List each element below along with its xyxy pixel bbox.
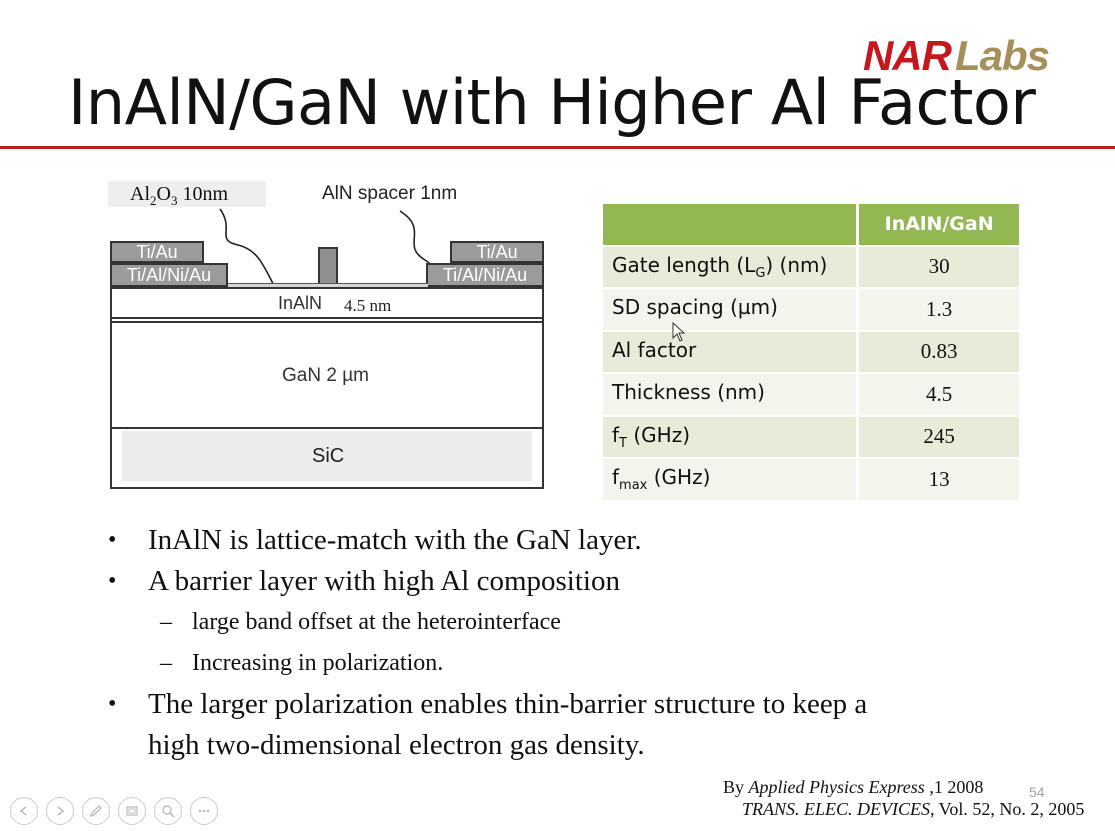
al2o3-thickness: 10nm [177,183,229,205]
slide-title: InAlN/GaN with Higher Al Factor [68,66,1036,139]
row-value: 13 [859,457,1019,500]
row-label: Gate length $(L_G)$ (nm) [603,245,859,288]
device-cross-section [100,175,560,495]
bullet-dot: • [108,568,117,594]
table-row [603,457,1019,500]
table-header-row [603,204,1019,245]
sub-bullet-item [108,602,1058,643]
bullet-item [108,684,1058,725]
zoom-icon[interactable] [154,797,182,825]
left-contact-label: Ti/Al/Ni/Au [126,265,212,285]
bullet-item [108,561,1058,602]
bullet-text: A barrier layer with high Al composition [148,565,620,597]
table-row [603,245,1019,288]
row-value: 1.3 [859,287,1019,330]
sub-bullet-item [108,643,1058,684]
al2o3-callout-line [220,209,278,293]
sub-bullet-dash: – [160,650,172,676]
al2o3-al: Al [130,183,150,205]
table-row [603,330,1019,373]
sic-label: SiC [312,445,345,467]
table-row [603,415,1019,458]
slideshow-nav [10,797,218,825]
pen-icon[interactable] [82,797,110,825]
right-contact-label: Ti/Al/Ni/Au [442,265,528,285]
row-label: Al factor [603,330,859,373]
bullet-text-line2: high two-dimensional electron gas density. [148,729,645,761]
bullet-item [108,520,1058,561]
row-label: $f_{max}$ (GHz) [603,457,859,500]
logo-nar: NAR [862,32,951,79]
page-number: 54 [1029,784,1045,800]
reference-1: By Applied Physics Express ,1 2008 [723,777,984,797]
bullet-list [108,520,1058,766]
row-value: 0.83 [859,330,1019,373]
inaln-thickness-label: 4.5 nm [344,296,392,315]
right-contact-tialniau [426,263,544,287]
bullet-continuation [108,725,1058,766]
bullet-dot: • [108,691,117,717]
table-header-empty [603,204,859,245]
mouse-cursor-icon [672,322,686,342]
reference-2: TRANS. ELEC. DEVICES, Vol. 52, No. 2, 2005 [742,799,1085,819]
gan-layer [110,321,544,429]
table-row [603,287,1019,330]
row-label: $f_T$ (GHz) [603,415,859,458]
table-row [603,372,1019,415]
inaln-label: InAlN [278,293,323,313]
prev-icon[interactable] [10,797,38,825]
sic-substrate [110,427,544,489]
right-cap-label: Ti/Au [476,242,518,262]
left-cap-tiau [110,241,204,263]
table-header-inaln-gan: InAlN/GaN [859,204,1019,245]
bullet-dot: • [108,527,117,553]
inaln-layer [110,287,544,319]
left-cap-label: Ti/Au [136,242,178,262]
al2o3-sub2: 2 [150,193,157,208]
logo-labs: Labs [954,32,1049,79]
al2o3-o: O [156,183,171,205]
row-value: 30 [859,245,1019,288]
al2o3-sub3: 3 [170,193,178,208]
row-value: 245 [859,415,1019,458]
bullet-text: The larger polarization enables thin-barrier structure to keep a [148,688,868,720]
bullet-text: InAlN is lattice-match with the GaN layer. [148,524,642,556]
sub-bullet-dash: – [160,609,172,635]
row-label: SD spacing (µm) [603,287,859,330]
gate-electrode [318,247,338,287]
right-cap-tiau [450,241,544,263]
more-icon[interactable] [190,797,218,825]
left-contact-tialniau [110,263,228,287]
parameter-table [603,204,1019,500]
title-divider [0,146,1115,149]
next-icon[interactable] [46,797,74,825]
gan-label: GaN 2 µm [282,365,369,386]
aln-spacer-label: AlN spacer 1nm [322,183,458,204]
sub-bullet-text: Increasing in polarization. [192,650,444,676]
row-value: 4.5 [859,372,1019,415]
slides-icon[interactable] [118,797,146,825]
sub-bullet-text: large band offset at the heterointerface [192,609,561,635]
row-label: Thickness (nm) [603,372,859,415]
